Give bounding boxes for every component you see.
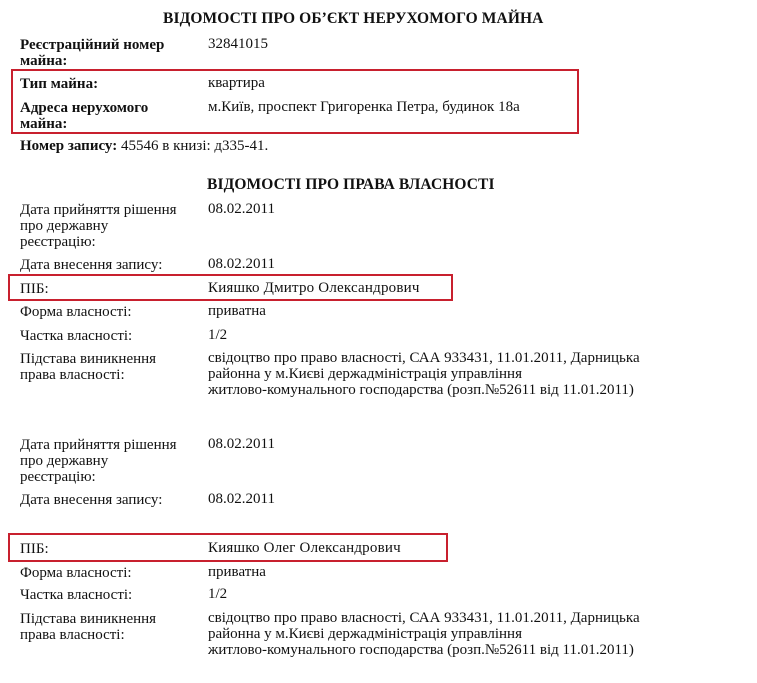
- owner2-decision-date: 08.02.2011: [208, 436, 275, 452]
- owner1-form-label: Форма власності:: [20, 304, 132, 320]
- owner1-form-value: приватна: [208, 303, 266, 319]
- record-number-line: [20, 138, 268, 155]
- owner2-share-value: 1/2: [208, 586, 228, 602]
- owner2-decision-label-line2: про державну: [20, 453, 109, 469]
- property-type-label: Тип майна:: [20, 76, 99, 92]
- record-number-label: Номер запису:: [20, 138, 118, 154]
- owner1-share-value: 1/2: [208, 327, 228, 343]
- owner2-decision-label-line1: Дата прийняття рішення: [20, 437, 177, 453]
- owner2-form-value: приватна: [208, 564, 266, 580]
- owner2-basis-line2: районна у м.Києві держадміністрація управління: [208, 626, 522, 642]
- owner2-entry-date: 08.02.2011: [208, 491, 275, 507]
- owner2-basis-label-line2: права власності:: [20, 627, 125, 643]
- owner1-name-value: Кияшко Дмитро Олександрович: [208, 280, 420, 296]
- owner1-entry-label: Дата внесення запису:: [20, 257, 163, 273]
- owner1-share-label: Частка власності:: [20, 328, 133, 344]
- owner1-decision-date: 08.02.2011: [208, 201, 275, 217]
- owner1-basis-line1: свідоцтво про право власності, САА 933431, 11.01.2011, Дарницька: [208, 350, 640, 366]
- owner1-decision-label-line1: Дата прийняття рішення: [20, 202, 177, 218]
- owner1-basis-line3: житлово-комунального господарства (розп.№52611 від 11.01.2011): [208, 382, 634, 398]
- owner2-basis-line3: житлово-комунального господарства (розп.№52611 від 11.01.2011): [208, 642, 634, 658]
- object-section-title: ВІДОМОСТІ ПРО ОБ’ЄКТ НЕРУХОМОГО МАЙНА: [163, 10, 544, 27]
- address-label-line1: Адреса нерухомого: [20, 100, 149, 116]
- owner2-entry-label: Дата внесення запису:: [20, 492, 163, 508]
- property-type-value: квартира: [208, 75, 265, 91]
- owner2-name-label: ПІБ:: [20, 541, 49, 557]
- address-value: м.Київ, проспект Григоренка Петра, будинок 18а: [208, 99, 520, 115]
- record-number-value: 45546 в книзі: д335-41.: [117, 138, 269, 154]
- reg-number-label-line2: майна:: [20, 53, 68, 69]
- owner2-decision-label-line3: реєстрацію:: [20, 469, 96, 485]
- owner2-form-label: Форма власності:: [20, 565, 132, 581]
- owner1-entry-date: 08.02.2011: [208, 256, 275, 272]
- owner1-basis-label-line2: права власності:: [20, 367, 125, 383]
- owner2-share-label: Частка власності:: [20, 587, 133, 603]
- owner2-basis-line1: свідоцтво про право власності, САА 933431, 11.01.2011, Дарницька: [208, 610, 640, 626]
- owner1-decision-label-line3: реєстрацію:: [20, 234, 96, 250]
- reg-number-value: 32841015: [208, 36, 268, 52]
- rights-section-title: ВІДОМОСТІ ПРО ПРАВА ВЛАСНОСТІ: [207, 176, 495, 193]
- reg-number-label-line1: Реєстраційний номер: [20, 37, 165, 53]
- address-label-line2: майна:: [20, 116, 68, 132]
- owner1-basis-label-line1: Підстава виникнення: [20, 351, 157, 367]
- owner1-decision-label-line2: про державну: [20, 218, 109, 234]
- owner2-name-value: Кияшко Олег Олександрович: [208, 540, 401, 556]
- owner1-name-label: ПІБ:: [20, 281, 49, 297]
- owner2-basis-label-line1: Підстава виникнення: [20, 611, 157, 627]
- owner1-basis-line2: районна у м.Києві держадміністрація управління: [208, 366, 522, 382]
